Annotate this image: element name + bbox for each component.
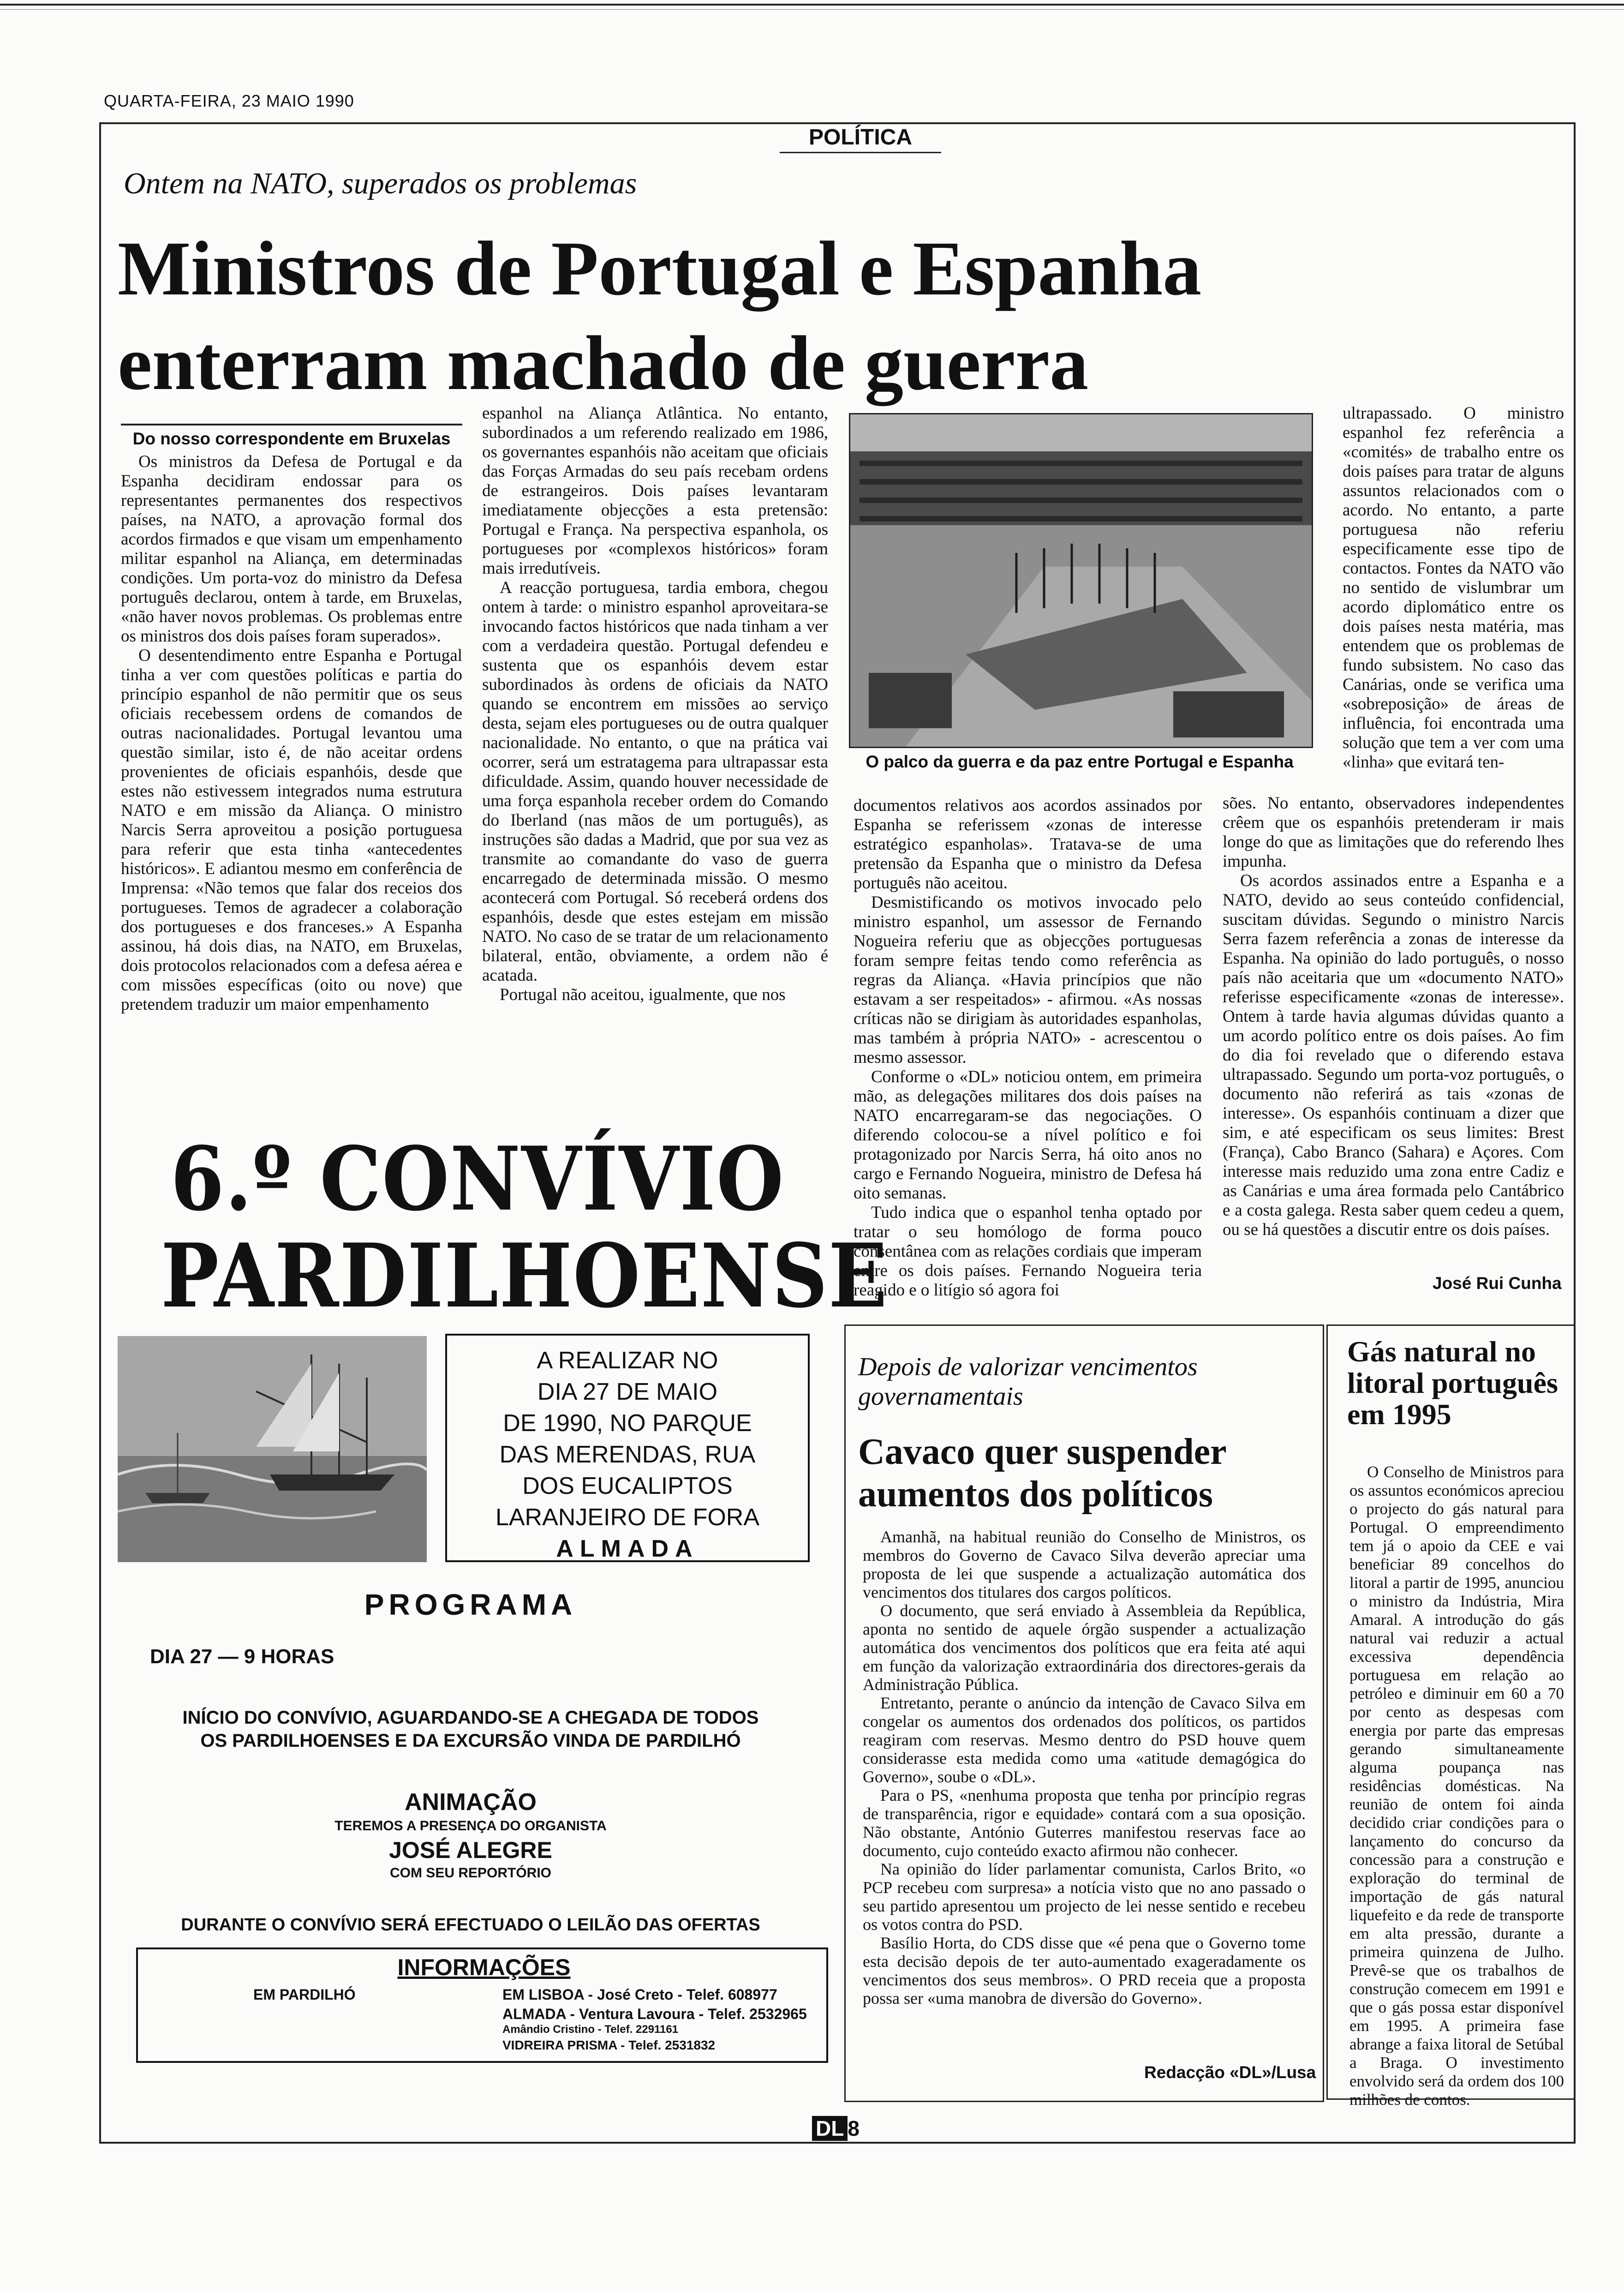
nato-building-illustration bbox=[850, 414, 1312, 747]
cavaco-body bbox=[863, 1528, 1306, 2007]
article-column-4-bottom bbox=[1223, 794, 1564, 1240]
paragraph: O Conselho de Ministros para os assuntos económicos apreciou o projecto do gás natural para Portugal. O empreendimento tem já o apoio da CEE e vai beneficiar 89 concelhos do litoral a partir de 1995, anunciou o ministro da Indústria, Mira Amaral. A introdução do gás natural vai reduzir a actual excessiva dependência portuguesa em relação ao petróleo e diminuir em 60 a 70 por cento as despesas com energia por parte das empresas gerando simultaneamente alguma poupança nas residências domésticas. Na reunião de ontem foi ainda decidido criar condições para o lançamento do concurso da concessão para a construção e exploração do terminal de importação de gás natural liquefeito e da rede de transporte em alta pressão, durante a primeira quinzena de Julho. Prevê-se que os trabalhos de construção comecem em 1991 e que o gás possa estar disponível em 1995. A primeira fase abrange a faixa litoral de Setúbal a Braga. O investimento envolvido será da ordem dos 100 milhões de contos. bbox=[1349, 1463, 1564, 2109]
info-line: Amândio Cristino - Telef. 2291161 bbox=[502, 2023, 679, 2036]
ad-start-1: INÍCIO DO CONVÍVIO, AGUARDANDO-SE A CHEGADA DE TODOS bbox=[182, 1708, 759, 1728]
ad-repertorio: COM SEU REPORTÓRIO bbox=[389, 1865, 552, 1881]
ad-day: DIA 27 — 9 HORAS bbox=[150, 1645, 334, 1668]
ad-animacao: ANIMAÇÃO bbox=[405, 1789, 537, 1816]
ad-location-box bbox=[445, 1334, 810, 1562]
info-line: ALMADA - Ventura Lavoura - Telef. 2532965 bbox=[502, 2006, 807, 2022]
paragraph: Portugal não aceitou, igualmente, que nos bbox=[500, 985, 786, 1004]
info-title: INFORMAÇÕES bbox=[397, 1954, 571, 1980]
paragraph: Basílio Horta, do CDS disse que «é pena que o Governo tome esta decisão depois de ter auto-aumentado exageradamente os vencimentos dos seus membros». O PRD receia que a proposta possa ser «uma manobra de diversão do Governo». bbox=[863, 1934, 1306, 2007]
article-column-3 bbox=[854, 796, 1202, 1300]
paragraph: Os ministros da Defesa de Portugal e da Espanha decidiram endossar para os representantes permanentes dos respectivos países, na NATO, a aprovação formal dos acordos firmados e que visam um empenhamento militar espanhol na Aliança, em determinadas condições. Um porta-voz do ministro da Defesa português declarou, ontem à tarde, em Bruxelas, «não haver novos problemas. Os problemas entre os ministros dos dois países foram superados». bbox=[121, 452, 462, 646]
paragraph: Os acordos assinados entre a Espanha e a NATO, devido ao seus conteúdo confidencial, suscitam dúvidas. Segundo o ministro Narcis Serra fazem referência a zonas de interesse da Espanha. Na opinião do lado português, o nosso país não aceitaria que um «documento NATO» referisse especificamente «zonas de interesse». Ontem à tarde havia algumas dúvidas quanto a um acordo político entre os dois países. Ao fim do dia foi revelado que o diferendo estava ultrapassado. Segundo um porta-voz português, o documento não referirá as tais «zonas de interesse». Os espanhóis continuam a dizer que sim, e até especificam os seus limites: Brest (França), Cabo Branco (Sahara) e Açores. Com interesse mais reduzido uma zona entre Cadiz e as Canárias e uma área formada pelo Cantábrico e a costa galega. Resta saber quem cedeu a quem, ou se há questões a discutir entre os dois países. bbox=[1223, 871, 1564, 1239]
paragraph: sões. No entanto, observadores independentes crêem que os espanhóis pretenderam ir mais longe do que as limitações que do referendo lhes impunha. bbox=[1223, 794, 1564, 871]
gas-headline: Gás natural no litoral português em 1995 bbox=[1347, 1335, 1558, 1431]
location-line: LARANJEIRO DE FORA bbox=[495, 1504, 760, 1531]
paragraph: A reacção portuguesa, tardia embora, chegou ontem à tarde: o ministro espanhol aproveitara-se invocando factos históricos que nada tinham a ver com a verdadeira questão. Portugal defendeu e sustenta que os espanhóis devem estar subordinados às ordens de oficiais da NATO quando se encontrem em missões ao serviço desta, sejam eles portugueses ou de outra qualquer nacionalidade. No entanto, o que na prática vai ocorrer, será um estratagema para ultrapassar esta dificuldade. Assim, quando houver necessidade de uma força espanhola receber ordem do Comando do Iberland (nas mãos de um português), as instruções são dadas a Madrid, que por sua vez as transmite ao comandante do vaso de guerra encarregado de determinada missão. O mesmo acontecerá com Portugal. Só receberá ordens dos espanhóis, desde que estes estejam em missão NATO. No caso de se tratar de um relacionamento bilateral, então, obviamente, a ordem não é acatada. bbox=[482, 578, 828, 985]
info-pardilho: EM PARDILHÓ bbox=[253, 1986, 356, 2003]
paragraph: O desentendimento entre Espanha e Portugal tinha a ver com questões políticas e partia do princípio espanhol de não permitir que os seus oficiais recebessem ordens de comandos de outras nacionalidades. Portugal levantou uma questão similar, isto é, de não aceitar ordens provenientes de oficiais espanhóis, desde que estes não estivessem integrados numa estrutura NATO e em missão da Aliança. O ministro Narcis Serra aproveitou a posição portuguesa para referir que esta tinha «antecedentes históricos». E adiantou mesmo em conferência de Imprensa: «Não temos que falar dos receios dos portugueses. Temos de agradecer a colaboração dos portugueses e dos franceses.» A Espanha assinou, há dois dias, na NATO, em Bruxelas, dois protocolos relacionados com a defesa aérea e com missões específicas (oito ou nove) que pretendem traduzir um maior empenhamento bbox=[121, 646, 462, 1014]
gas-body bbox=[1349, 1463, 1564, 2109]
nato-photo bbox=[849, 413, 1313, 748]
paragraph: Na opinião do líder parlamentar comunista, Carlos Brito, «o PCP recebeu com surpresa» a notícia visto que no ano passado o seu partido apresentou um projecto de lei nesse sentido e recebeu os votos contra do PSD. bbox=[863, 1860, 1306, 1934]
location-line: DOS EUCALIPTOS bbox=[522, 1473, 733, 1499]
sailboat-illustration bbox=[118, 1336, 427, 1562]
paragraph: Conforme o «DL» noticiou ontem, em primeira mão, as delegações militares dos dois países na NATO encarregaram-se das negociações. O diferendo colocou-se a nível político e foi protagonizado por Narcis Serra, há oito anos no cargo e Fernando Nogueira, ministro de Defesa há oito semanas. bbox=[854, 1067, 1202, 1203]
cavaco-headline: Cavaco quer suspender aumentos dos políticos bbox=[858, 1432, 1226, 1515]
page-number-value: 8 bbox=[848, 2116, 860, 2140]
location-line: A REALIZAR NO bbox=[537, 1347, 718, 1374]
cavaco-kicker: Depois de valorizar vencimentos governamentais bbox=[858, 1353, 1198, 1411]
article-headline: Ministros de Portugal e Espanha enterram machado de guerra bbox=[118, 226, 1202, 406]
ad-title-line-1: 6.º CONVÍVIO bbox=[170, 1127, 785, 1230]
article-column-4-top bbox=[1343, 404, 1564, 772]
article-column-1 bbox=[121, 452, 462, 1014]
photo-caption: O palco da guerra e da paz entre Portugal e Espanha bbox=[866, 752, 1294, 771]
ad-start-2: OS PARDILHOENSES E DA EXCURSÃO VINDA DE PARDILHÓ bbox=[200, 1731, 741, 1751]
correspondent-byline: Do nosso correspondente em Bruxelas bbox=[121, 424, 462, 449]
ad-organista: JOSÉ ALEGRE bbox=[389, 1837, 552, 1863]
cavaco-signature: Redacção «DL»/Lusa bbox=[1144, 2063, 1316, 2082]
section-label: POLÍTICA bbox=[780, 125, 941, 153]
ad-programa: PROGRAMA bbox=[364, 1588, 577, 1621]
location-line: DAS MERENDAS, RUA bbox=[499, 1441, 756, 1468]
paragraph: Para o PS, «nenhuma proposta que tenha por princípio regras de transparência, rigor e equidade» contará com a sua oposição. Não obstante, António Guterres manifestou reservas face ao documento, cujo conteúdo exacto afirmou não conhecer. bbox=[863, 1786, 1306, 1860]
paragraph: Desmistificando os motivos invocado pelo ministro espanhol, um assessor de Fernando Nogueira referiu que as objecções portuguesas foram sempre feitas tendo como referência as regras da Aliança. «Havia princípios que não estavam a ser respeitados» - afirmou. «As nossas críticas não se dirigiam às autoridades espanholas, mas também à própria NATO» - acrescentou o mesmo assessor. bbox=[854, 893, 1202, 1067]
convivio-advertisement bbox=[118, 1071, 888, 2127]
ad-presenca: TEREMOS A PRESENÇA DO ORGANISTA bbox=[334, 1818, 607, 1834]
author-signature: José Rui Cunha bbox=[1433, 1274, 1562, 1293]
paragraph: Tudo indica que o espanhol tenha optado por tratar o seu homólogo de forma pouco consentânea com as relações cordiais que imperam entre os dois países. Fernando Nogueira teria reagido e o litígio só agora foi bbox=[854, 1203, 1202, 1300]
ad-info-box bbox=[136, 1947, 828, 2063]
info-line: EM LISBOA - José Creto - Telef. 608977 bbox=[502, 1986, 777, 2003]
info-line: VIDREIRA PRISMA - Telef. 2531832 bbox=[502, 2038, 716, 2052]
dateline: QUARTA-FEIRA, 23 MAIO 1990 bbox=[104, 91, 354, 110]
paragraph: documentos relativos aos acordos assinados por Espanha se referissem «zonas de interesse estratégico espanholas». Tratava-se de uma pretensão da Espanha que o ministro da Defesa português não aceitou. bbox=[854, 796, 1202, 893]
ad-leilao: DURANTE O CONVÍVIO SERÁ EFECTUADO O LEILÃO DAS OFERTAS bbox=[181, 1915, 760, 1935]
paragraph: espanhol na Aliança Atlântica. No entanto, subordinados a um referendo realizado em 1986, os governantes espanhóis não aceitam que oficiais das Forças Armadas do seu país recebam ordens de estrangeiros. Dois países levantaram imediatamente objecções a esta pretensão: Portugal e França. Na perspectiva espanhola, os portugueses por «complexos históricos» foram mais irredutíveis. bbox=[482, 404, 828, 578]
top-rule-thin bbox=[0, 9, 1624, 10]
article-column-2 bbox=[482, 404, 828, 1005]
paragraph: Entretanto, perante o anúncio da intenção de Cavaco Silva em congelar os aumentos dos ordenados dos políticos, os partidos reagiram com reservas. Mesmo dentro do PSD houve quem considerasse esta medida como uma «atitude demagógica do Governo», soube o «DL». bbox=[863, 1694, 1306, 1786]
top-rule bbox=[0, 4, 1624, 6]
sailboat-painting bbox=[118, 1336, 427, 1562]
ad-title-line-2: PARDILHOENSE bbox=[161, 1224, 888, 1327]
location-city: ALMADA bbox=[556, 1535, 699, 1562]
paragraph: O documento, que será enviado à Assembleia da República, aponta no sentido de aquele órgão suspender a actualização automática dos vencimentos dos políticos que era feita até aqui em função da valorização extraordinária dos directores-gerais da Administração Pública. bbox=[863, 1601, 1306, 1694]
paragraph: Amanhã, na habitual reunião do Conselho de Ministros, os membros do Governo de Cavaco Silva deverão apreciar uma proposta de lei que suspende a actualização automática dos vencimentos dos titulares dos cargos políticos. bbox=[863, 1528, 1306, 1601]
paragraph: ultrapassado. O ministro espanhol fez referência a «comités» de trabalho entre os dois países para tratar de alguns assuntos relacionados com o acordo. No entanto, a parte portuguesa não referiu especificamente esse tipo de contactos. Fontes da NATO vão no sentido de vislumbrar um acordo diplomático entre os dois países nesta matéria, mas entendem que os problemas de fundo subsistem. No caso das Canárias, onde se verifica uma «sobreposição» de áreas de influência, foi encontrada uma solução que tem a ver com uma «linha» que evitará ten- bbox=[1343, 404, 1564, 772]
article-kicker: Ontem na NATO, superados os problemas bbox=[124, 167, 637, 200]
newspaper-badge: DL bbox=[812, 2116, 848, 2141]
location-line: DE 1990, NO PARQUE bbox=[503, 1410, 752, 1437]
page-number bbox=[812, 2116, 860, 2141]
location-line: DIA 27 DE MAIO bbox=[537, 1378, 718, 1405]
